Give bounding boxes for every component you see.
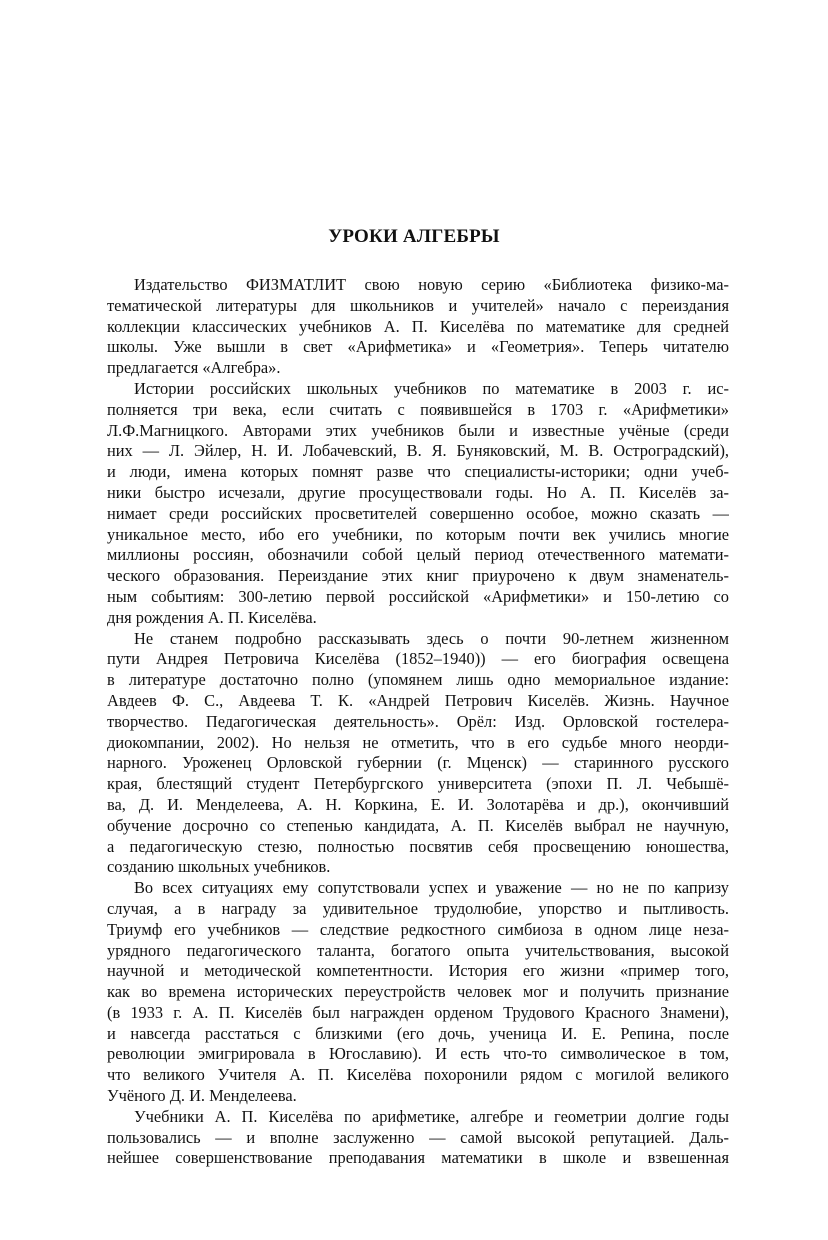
text-line: Издательство ФИЗМАТЛИТ свою новую серию «Библиотека физико-ма-	[134, 275, 729, 294]
text-line: коллекции классических учебников А. П. Киселёва по математике для средней	[107, 316, 729, 336]
text-line: нейшее совершенствование преподавания математики в школе и взвешенная	[107, 1148, 729, 1168]
text-line: предлагается «Алгебра».	[107, 358, 281, 378]
text-line: нимает среди российских просветителей совершенно особое, можно сказать —	[107, 503, 729, 523]
text-line: ники быстро исчезали, другие просуществовали годы. Но А. П. Киселёв за-	[107, 482, 729, 502]
text-line: и навсегда расстаться с близкими (его дочь, ученица И. Е. Репина, после	[107, 1023, 729, 1043]
text-line: дня рождения А. П. Киселёва.	[107, 607, 317, 627]
text-line: (в 1933 г. А. П. Киселёв был награжден орденом Трудового Красного Знамени),	[107, 1002, 729, 1022]
text-line: созданию школьных учебников.	[107, 857, 331, 877]
page-title: УРОКИ АЛГЕБРЫ	[328, 226, 500, 247]
text-line: научной и методической компетентности. История его жизни «пример того,	[107, 961, 729, 981]
text-line: школы. Уже вышли в свет «Арифметика» и «Геометрия». Теперь читателю	[107, 337, 729, 357]
text-line: в литературе достаточно полно (упомянем лишь одно мемориальное издание:	[107, 670, 729, 690]
text-line: ческого образования. Переиздание этих книг приурочено к двум знаменатель-	[107, 566, 729, 586]
text-line: творчество. Педагогическая деятельность». Орёл: Изд. Орловской гостелера-	[107, 711, 729, 731]
text-line: пользовались — и вполне заслуженно — самой высокой репутацией. Даль-	[107, 1127, 729, 1147]
text-line: Авдеев Ф. С., Авдеева Т. К. «Андрей Петрович Киселёв. Жизнь. Научное	[107, 690, 729, 710]
text-line: Истории российских школьных учебников по математике в 2003 г. ис-	[134, 378, 729, 398]
text-line: края, блестящий студент Петербургского университета (эпохи П. Л. Чебышё-	[107, 774, 729, 794]
text-line: Во всех ситуациях ему сопутствовали успех и уважение — но не по капризу	[134, 878, 729, 898]
text-line: обучение досрочно со степенью кандидата, А. П. Киселёв выбрал не научную,	[107, 815, 729, 835]
text-line: ва, Д. И. Менделеева, А. Н. Коркина, Е. И. Золотарёва и др.), окончивший	[107, 794, 729, 814]
paragraph-5	[107, 1107, 729, 1169]
text-line: нарного. Уроженец Орловской губернии (г. Мценск) — старинного русского	[107, 753, 729, 773]
text-line: Не станем подробно рассказывать здесь о почти 90-летнем жизненном	[134, 628, 729, 648]
text-line: уникальное место, ибо его учебники, по которым почти век учились многие	[107, 524, 729, 544]
text-line: миллионы россиян, обозначили собой целый период отечественного математи-	[107, 545, 729, 565]
text-line: а педагогическую стезю, полностью посвятив себя просвещению юношества,	[107, 836, 729, 856]
paragraph-2	[107, 379, 729, 629]
paragraph-4	[107, 878, 729, 1107]
text-line: Учебники А. П. Киселёва по арифметике, алгебре и геометрии долгие годы	[134, 1106, 729, 1126]
text-line: пути Андрея Петровича Киселёва (1852–1940)) — его биография освещена	[107, 649, 729, 669]
body-text	[107, 275, 729, 1169]
text-line: них — Л. Эйлер, Н. И. Лобачевский, В. Я. Буняковский, М. В. Остроградский),	[107, 441, 729, 461]
text-line: что великого Учителя А. П. Киселёва похоронили рядом с могилой великого	[107, 1065, 729, 1085]
paragraph-3	[107, 629, 729, 879]
text-line: ным событиям: 300-летию первой российской «Арифметики» и 150-летию со	[107, 586, 729, 606]
text-line: как во времена исторических переустройств человек мог и получить признание	[107, 982, 729, 1002]
text-line: Учёного Д. И. Менделеева.	[107, 1086, 297, 1106]
text-line: случая, а в награду за удивительное трудолюбие, упорство и пытливость.	[107, 898, 729, 918]
text-line: диокомпании, 2002). Но нельзя не отметить, что в его судьбе много неорди-	[107, 732, 729, 752]
text-line: полняется три века, если считать с появившейся в 1703 г. «Арифметики»	[107, 399, 729, 419]
text-line: тематической литературы для школьников и учителей» начало с переиздания	[107, 295, 729, 315]
text-line: революции эмигрировала в Югославию). И есть что-то символическое в том,	[107, 1044, 729, 1064]
paragraph-1	[107, 275, 729, 379]
text-line: Триумф его учебников — следствие редкостного симбиоза в одном лице неза-	[107, 919, 729, 939]
text-line: Л.Ф.Магницкого. Авторами этих учебников были и известные учёные (среди	[107, 420, 729, 440]
text-line: урядного педагогического таланта, богатого опыта учительствования, высокой	[107, 940, 729, 960]
text-line: и люди, имена которых помнят разве что специалисты-историки; одни учеб-	[107, 462, 729, 482]
